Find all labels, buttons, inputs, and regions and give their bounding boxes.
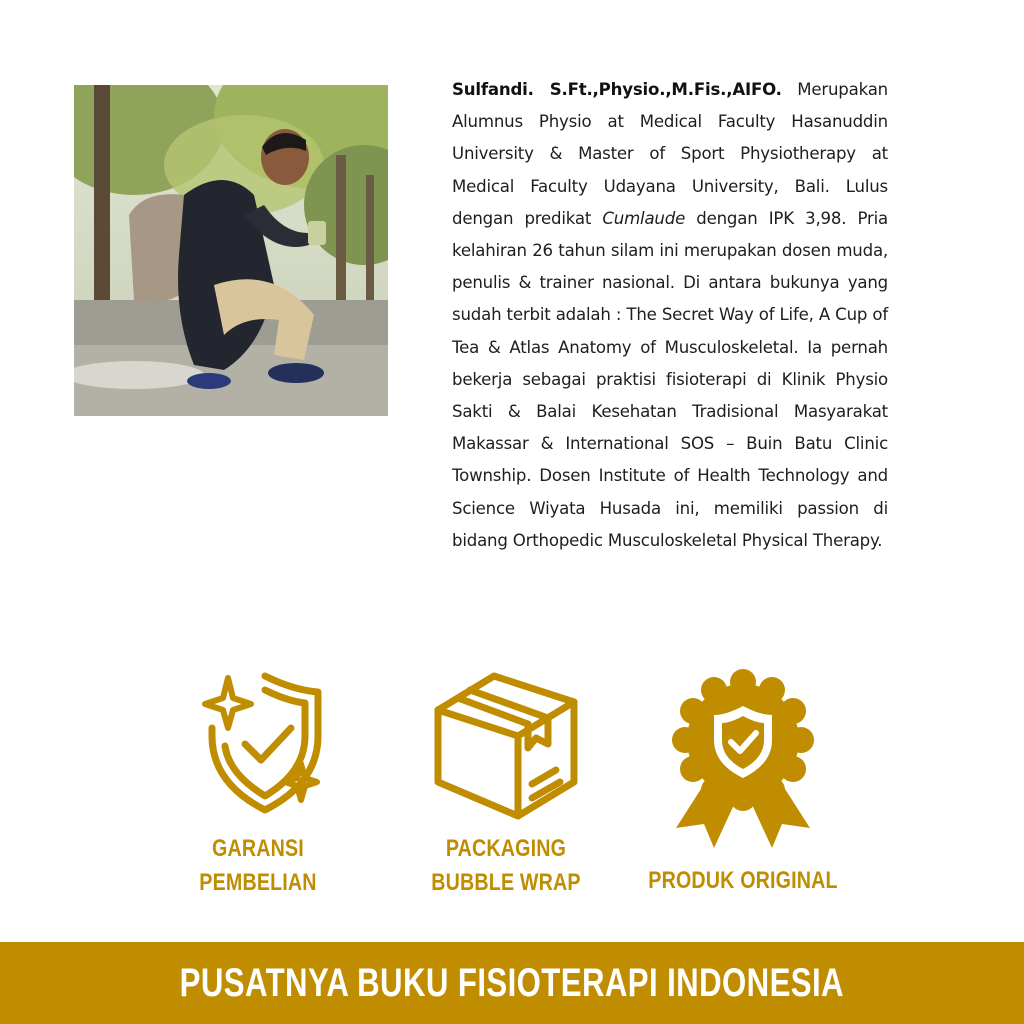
author-name: Sulfandi. S.Ft.,Physio.,M.Fis.,AIFO. — [452, 80, 782, 99]
feature-packaging-line1: PACKAGING — [445, 835, 567, 862]
bio-text — [452, 74, 888, 557]
footer-banner — [0, 942, 1024, 1024]
feature-original-line1: PRODUK ORIGINAL — [648, 867, 838, 894]
feature-packaging — [386, 668, 626, 896]
footer-text: PUSATNYA BUKU FISIOTERAPI INDONESIA — [179, 960, 845, 1005]
feature-garansi-line2: PEMBELIAN — [199, 869, 317, 896]
bio-part-1: Merupakan Alumnus Physio at Medical Faculty Hasanuddin University & Master of Sport Physiotherapy at Medical Faculty Udayana University, Bali. Lulus dengan predikat — [452, 80, 888, 228]
feature-original — [623, 668, 863, 894]
badge-ribbon-icon — [668, 668, 818, 850]
box-icon — [428, 668, 584, 824]
shield-check-icon — [183, 668, 333, 818]
feature-garansi — [138, 668, 378, 896]
feature-packaging-line2: BUBBLE WRAP — [431, 869, 581, 896]
feature-garansi-line1: GARANSI — [212, 835, 304, 862]
bio-emphasis: Cumlaude — [602, 208, 686, 228]
profile-photo — [74, 85, 388, 416]
bio-part-2: dengan IPK 3,98. Pria kelahiran 26 tahun silam ini merupakan dosen muda, penulis & trainer nasional. Di antara bukunya yang sudah terbit adalah : The Secret Way of Life, A Cup of Tea & Atlas Anatomy of Musculoskeletal. Ia pernah bekerja sebagai praktisi fisioterapi di Klinik Physio Sakti & Balai Kesehatan Tradisional Masyarakat Makassar & International SOS – Buin Batu Clinic Township. Dosen Institute of Health Technology and Science Wiyata Husada ini, memiliki passion di bidang Orthopedic Musculoskeletal Physical Therapy. — [452, 208, 888, 550]
